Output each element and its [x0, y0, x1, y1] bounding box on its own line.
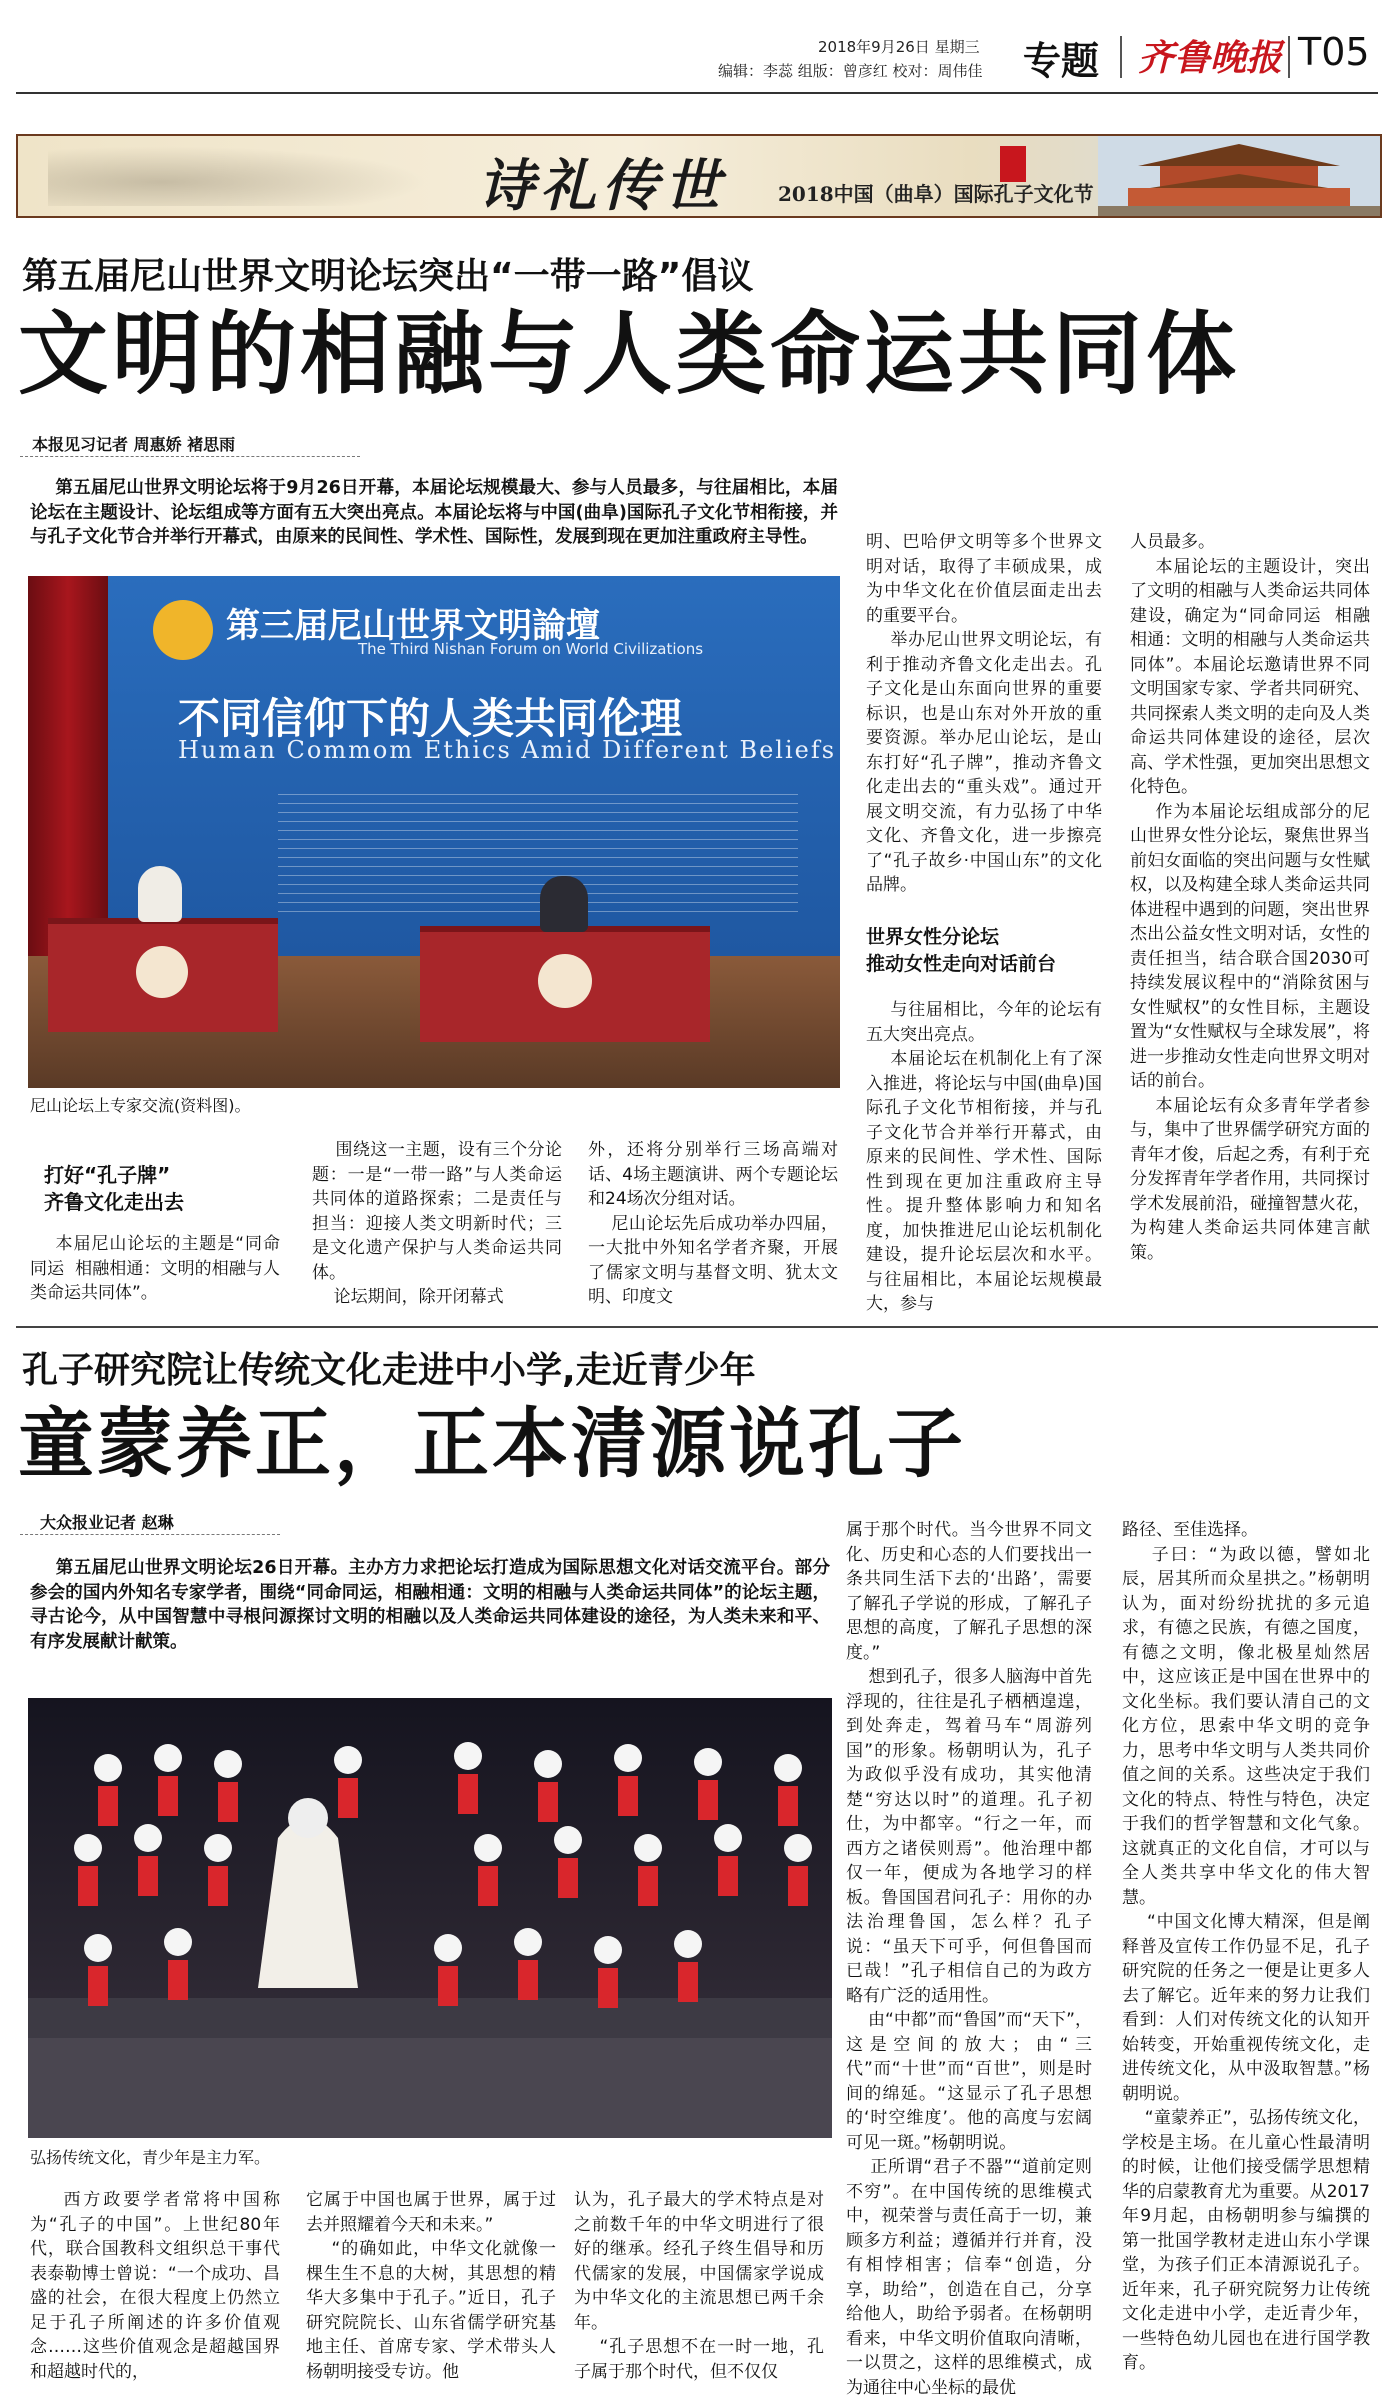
byline-rule [20, 1534, 280, 1536]
banner-calligraphy: 诗礼传世 [478, 153, 726, 218]
photo-banner-title: 第三届尼山世界文明論壇 [226, 606, 600, 646]
article1-column-6: 人员最多。 本届论坛的主题设计，突出了文明的相融与人类命运共同体建设，确定为“同命同运 相融相通：文明的相融与人类命运共同体”。本届论坛邀请世界不同文明国家专家、学者共同研究、共同探索人类文明的走向及人类命运共同体建设的途径，层次高、学术性强，更加突出思想文化特色。 作为本届论坛组成部分的尼山世界女性分论坛，聚焦世界当前妇女面临的突出问题与女性赋权，以及构建全球人类命运共同体进程中遇到的问题，突出世界杰出公益女性文明对话，女性的责任担当，结合联合国2030可持续发展议程中的“消除贫困与女性赋权”的女性目标，主题设置为“女性赋权与全球发展”，将进一步推动女性走向世界文明对话的前台。 本届论坛有众多青年学者参与，集中了世界儒学研究方面的青年才俊，后起之秀，有利于充分发挥青年学者作用，共同探讨学术发展前沿，碰撞智慧火花，为构建人类命运共同体建言献策。 [1130, 532, 1370, 1263]
newspaper-logo: 齐鲁晚报 [1138, 37, 1283, 79]
editorial-staff: 编辑：李蕊 组版：曾彦红 校对：周伟佳 [718, 62, 983, 80]
divider-bar [1120, 36, 1122, 78]
article1-column-3: 外，还将分别举行三场高端对话、4场主题演讲、两个专题论坛和24场次分组对话。 尼山论坛先后成功举办四届，一大批中外知名学者齐聚，开展了儒家文明与基督文明、犹太文明、印度文 [588, 1140, 838, 1307]
speaker-right [540, 876, 588, 932]
forum-photo [28, 576, 840, 1088]
article2-column-2: 它属于中国也属于世界，属于过去并照耀着今天和未来。” “的确如此，中华文化就像一棵生生不息的大树，其思想的精华大多集中于孔子。”近日，孔子研究院院长、山东省儒学研究基地主任、首席专家、学术带头人杨朝明接受专访。他 [306, 2190, 556, 2382]
byline-rule [20, 456, 360, 458]
article1-column-1: 本届尼山论坛的主题是“同命同运 相融相通：文明的相融与人类命运共同体”。 [30, 1234, 280, 1303]
article1-kicker: 第五届尼山世界文明论坛突出“一带一路”倡议 [22, 256, 754, 297]
article1-lead: 第五届尼山世界文明论坛将于9月26日开幕，本届论坛规模最大、参与人员最多，与往届相比，本届论坛在主题设计、论坛组成等方面有五大突出亮点。本届论坛将与中国(曲阜)国际孔子文化节相衔接，并与孔子文化节合并举行开幕式，由原来的民间性、学术性、国际性，发展到现在更加注重政府主导性。 [30, 478, 838, 547]
article1-column-5: 与往届相比，今年的论坛有五大突出亮点。 本届论坛在机制化上有了深入推进，将论坛与中国(曲阜)国际孔子文化节相衔接，并与孔子文化节合并举行开幕式，由原来的民间性、学术性、国际性到现在更加注重政府主导性。提升整体影响力和知名度，加快推进尼山论坛机制化建设，提升论坛层次和水平。与往届相比，本届论坛规模最大，参与 [866, 1000, 1102, 1314]
article2-column-5: 路径、至佳选择。 子曰：“为政以德，譬如北辰，居其所而众星拱之。”杨朝明认为，面对纷纷扰扰的多元追求，有德之民族，有德之国度，有德之文明，像北极星灿然居中，这应该正是中国在世界中的文化坐标。我们要认清自己的文化方位，思索中华文明的竞争力，思考中华文明与人类共同价值之间的关系。这些决定于我们文化的特点、特性与特色，决定于我们的哲学智慧和文化气象。这就真正的文化自信，才可以与全人类共享中华文化的伟大智慧。 “中国文化博大精深，但是阐释普及宣传工作仍显不足，孔子研究院的任务之一便是让更多人去了解它。近年来的努力让我们看到：人们对传统文化的认知开始转变，开始重视传统文化，走进传统文化，从中汲取智慧。”杨朝明说。 “童蒙养正”，弘扬传统文化，学校是主场。在儿童心性最清明的时候，让他们接受儒学思想精华的启蒙教育尤为重要。从2017年9月起，由杨朝明参与编撰的第一批国学教材走进山东小学课堂，为孩子们正本清源说孔子。近年来，孔子研究院努力让传统文化走进中小学，走近青少年，一些特色幼儿园也在进行国学教育。 [1122, 1520, 1370, 2373]
banner-subtitle: 2018中国（曲阜）国际孔子文化节 [778, 182, 1094, 206]
section-name: 专题 [1023, 39, 1100, 83]
red-seal-icon [1000, 146, 1026, 182]
article1-subhead-2: 世界女性分论坛 推动女性走向对话前台 [866, 926, 1057, 975]
article2-kicker: 孔子研究院让传统文化走进中小学,走近青少年 [22, 1350, 756, 1391]
podium-emblem-icon [538, 954, 592, 1008]
podium-emblem-icon [136, 946, 188, 998]
divider-bar [1288, 36, 1290, 78]
article1-headline: 文明的相融与人类命运共同体 [18, 302, 1240, 407]
students-illustration [28, 1698, 832, 2138]
article2-photo-caption: 弘扬传统文化，青少年是主力军。 [30, 2148, 271, 2167]
organizer-list [278, 794, 798, 914]
header-rule [16, 92, 1378, 94]
article1-column-4: 明、巴哈伊文明等多个世界文明对话，取得了丰硕成果，成为中华文化在价值层面走出去的重要平台。 举办尼山世界文明论坛，有利于推动齐鲁文化走出去。孔子文化是山东面向世界的重要标识，也是山东对外开放的重要资源。举办尼山论坛，是山东打好“孔子牌”，推动齐鲁文化走出去的“重头戏”。通过开展文明交流，有力弘扬了中华文化、齐鲁文化，进一步擦亮了“孔子故乡·中国山东”的文化品牌。 [866, 532, 1102, 895]
photo-banner-theme: 不同信仰下的人类共同伦理 [178, 694, 683, 743]
section-divider [16, 1326, 1378, 1328]
temple-illustration [1098, 136, 1380, 216]
article2-byline: 大众报业记者 赵琳 [40, 1513, 174, 1532]
article2-column-4: 属于那个时代。当今世界不同文化、历史和心态的人们要找出一条共同生活下去的‘出路’，需要了解孔子学说的形成，了解孔子思想的高度，了解孔子思想的深度。” 想到孔子，很多人脑海中首先浮现的，往往是孔子栖栖遑遑，到处奔走，驾着马车“周游列国”的形象。杨朝明认为，孔子为政似乎没有成功，其实他清楚“穷达以时”的道理。孔子初仕，为中都宰。“行之一年，而西方之诸侯则焉”。他治理中都仅一年，便成为各地学习的样板。鲁国国君问孔子：用你的办法治理鲁国，怎么样？孔子说：“虽天下可乎，何但鲁国而已哉！”孔子相信自己的为政方略有广泛的适用性。 由“中都”而“鲁国”而“天下”，这是空间的放大；由“三代”而“十世”而“百世”，则是时间的绵延。“这显示了孔子思想的‘时空维度’。他的高度与宏阔可见一斑。”杨朝明说。 正所谓“君子不器”“道前定则不穷”。在中国传统的思维模式中，视荣誉与责任高于一切，兼顾多方利益；遵循并行并育，没有相悖相害；信奉“创造，分享，助给”，创造在自己，分享给他人，助给予弱者。在杨朝明看来，中华文明价值取向清晰，一以贯之，这样的思维模式，成为通往中心坐标的最优 [846, 1520, 1093, 2398]
article2-headline: 童蒙养正，正本清源说孔子 [18, 1399, 966, 1488]
forum-logo-icon [153, 600, 213, 660]
article2-column-3: 认为，孔子最大的学术特点是对之前数千年的中华文明进行了很好的继承。经孔子终生倡导和历代儒家的发展，中国儒家学说成为中华文化的主流思想已两千余年。 “孔子思想不在一时一地，孔子属于那个时代，但不仅仅 [574, 2190, 824, 2382]
article1-column-2: 围绕这一主题，设有三个分论题：一是“一带一路”与人类命运共同体的道路探索；二是责任与担当：迎接人类文明新时代；三是文化遗产保护与人类命运共同体。 论坛期间，除开闭幕式 [312, 1140, 562, 1307]
article2-lead: 第五届尼山世界文明论坛26日开幕。主办方力求把论坛打造成为国际思想文化对话交流平台。部分参会的国内外知名专家学者，围绕“同命同运，相融相通：文明的相融与人类命运共同体”的论坛主题，寻古论今，从中国智慧中寻根问源探讨文明的相融以及人类命运共同体建设的途径，为人类未来和平、有序发展献计献策。 [30, 1558, 830, 1652]
festival-banner [16, 134, 1382, 218]
issue-date: 2018年9月26日 星期三 [818, 38, 980, 56]
article1-byline: 本报见习记者 周惠娇 褚思雨 [32, 435, 236, 454]
students-photo [28, 1698, 832, 2138]
photo-banner-theme-english: Human Commom Ethics Amid Different Beliefs [178, 736, 837, 764]
speaker-left [138, 866, 182, 922]
ink-wash-decoration [48, 146, 428, 206]
photo-banner-english: The Third Nishan Forum on World Civilizations [358, 640, 704, 658]
article2-column-1: 西方政要学者常将中国称为“孔子的中国”。上世纪80年代，联合国教科文组织总干事代表泰勒博士曾说：“一个成功、昌盛的社会，在很大程度上仍然立足于孔子所阐述的许多价值观念……这些价值观念是超越国界和超越时代的， [30, 2190, 280, 2382]
article1-subhead: 打好“孔子牌” 齐鲁文化走出去 [44, 1163, 184, 1214]
article1-photo-caption: 尼山论坛上专家交流(资料图)。 [30, 1096, 251, 1115]
page-number: T05 [1298, 30, 1370, 74]
